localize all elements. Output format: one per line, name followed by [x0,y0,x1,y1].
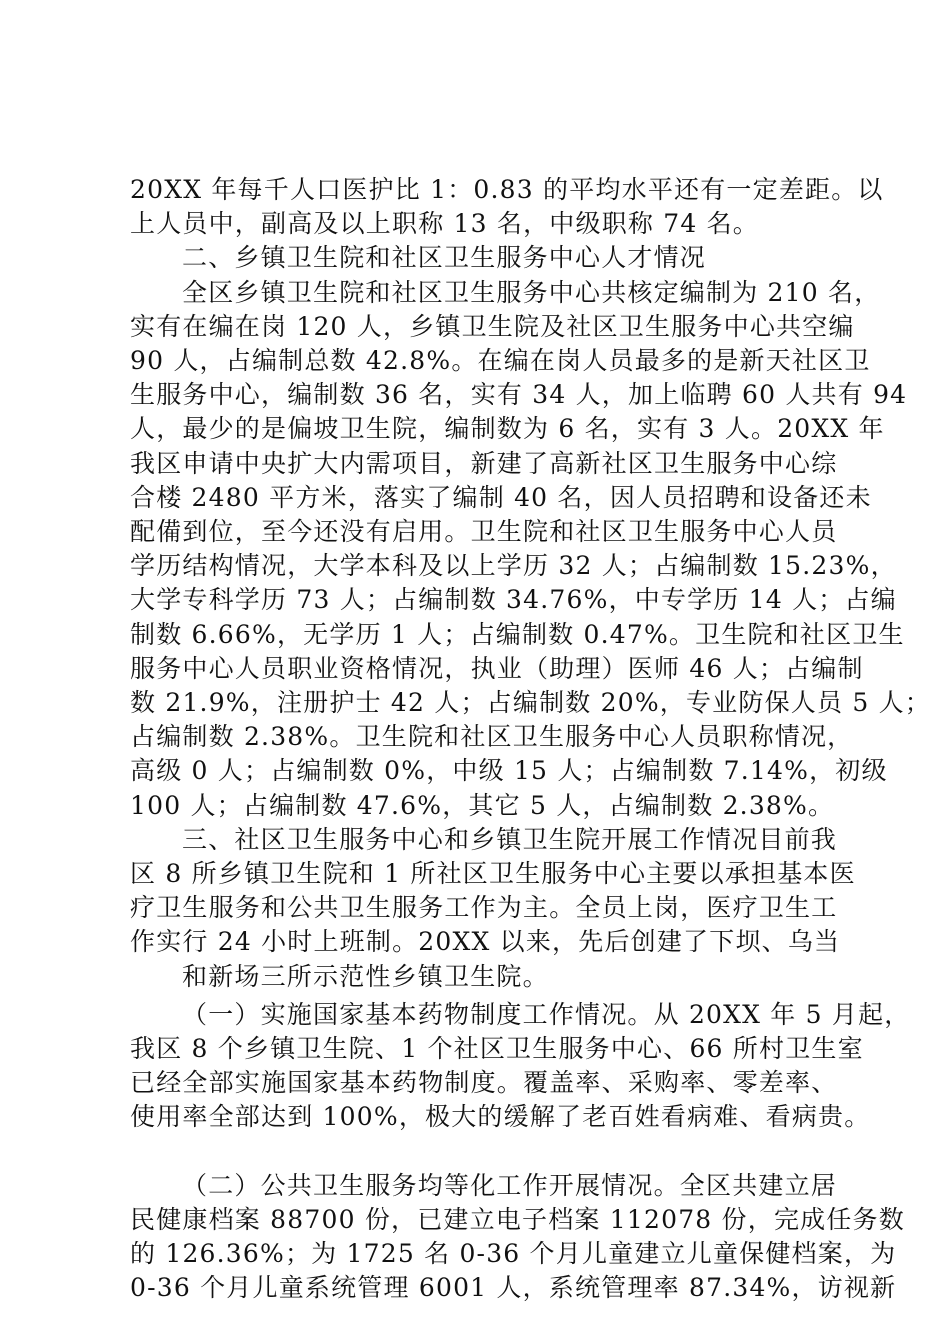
body-text-line: 民健康档案 88700 份，已建立电子档案 112078 份，完成任务数 [130,1205,905,1234]
body-text-line: 我区 8 个乡镇卫生院、1 个社区卫生服务中心、66 所村卫生室 [130,1034,864,1063]
body-text-line: 合楼 2480 平方米，落实了编制 40 名，因人员招聘和设备还未 [130,483,872,512]
body-text-line: 我区申请中央扩大内需项目，新建了高新社区卫生服务中心综 [130,449,838,478]
body-text-line: 已经全部实施国家基本药物制度。覆盖率、采购率、零差率、 [130,1068,838,1097]
body-text-line: 疗卫生服务和公共卫生服务工作为主。全员上岗，医疗卫生工 [130,893,838,922]
subsection-heading: （二）公共卫生服务均等化工作开展情况。全区共建立居 [182,1171,838,1200]
body-text-line: 区 8 所乡镇卫生院和 1 所社区卫生服务中心主要以承担基本医 [130,859,856,888]
body-text-line: 作实行 24 小时上班制。20XX 以来，先后创建了下坝、乌当 [130,927,841,956]
body-text-line: 数 21.9%，注册护士 42 人；占编制数 20%，专业防保人员 5 人； [130,688,931,717]
body-text-line: 100 人；占编制数 47.6%，其它 5 人，占编制数 2.38%。 [130,791,835,820]
body-text-line: 的 126.36%；为 1725 名 0-36 个月儿童建立儿童保健档案，为 [130,1239,897,1268]
body-text-line: 配備到位，至今还没有启用。卫生院和社区卫生服务中心人员 [130,517,838,546]
body-text-line: 使用率全部达到 100%，极大的缓解了老百姓看病难、看病贵。 [130,1102,871,1131]
body-text-line: 占编制数 2.38%。卫生院和社区卫生服务中心人员职称情况， [130,722,854,751]
body-text-line: 大学专科学历 73 人；占编制数 34.76%，中专学历 14 人；占编 [130,585,897,614]
body-text-line: 实有在编在岗 120 人，乡镇卫生院及社区卫生服务中心共空编 [130,312,855,341]
subsection-heading: （一）实施国家基本药物制度工作情况。从 20XX 年 5 月起， [182,1000,911,1029]
body-text-line: 90 人，占编制总数 42.8%。在编在岗人员最多的是新天社区卫 [130,346,871,375]
body-text-line: 学历结构情况，大学本科及以上学历 32 人；占编制数 15.23%， [130,551,897,580]
section-heading: 三、社区卫生服务中心和乡镇卫生院开展工作情况目前我 [182,825,838,854]
body-text-line: 上人员中，副高及以上职称 13 名，中级职称 74 名。 [130,209,760,238]
body-text-line: 20XX 年每千人口医护比 1：0.83 的平均水平还有一定差距。以 [130,175,884,204]
body-text-line: 生服务中心，编制数 36 名，实有 34 人，加上临聘 60 人共有 94 [130,380,908,409]
body-text-line: 0-36 个月儿童系统管理 6001 人，系统管理率 87.34%，访视新 [130,1273,897,1302]
body-text-line: 制数 6.66%，无学历 1 人；占编制数 0.47%。卫生院和社区卫生 [130,620,905,649]
section-heading: 二、乡镇卫生院和社区卫生服务中心人才情况 [182,243,707,272]
body-text-line: 服务中心人员职业资格情况，执业（助理）医师 46 人；占编制 [130,654,864,683]
body-text-line: 高级 0 人；占编制数 0%，中级 15 人；占编制数 7.14%，初级 [130,756,888,785]
body-text-line: 和新场三所示范性乡镇卫生院。 [182,962,549,991]
body-text-line: 人，最少的是偏坡卫生院，编制数为 6 名，实有 3 人。20XX 年 [130,414,885,443]
body-text-line: 全区乡镇卫生院和社区卫生服务中心共核定编制为 210 名， [182,278,881,307]
